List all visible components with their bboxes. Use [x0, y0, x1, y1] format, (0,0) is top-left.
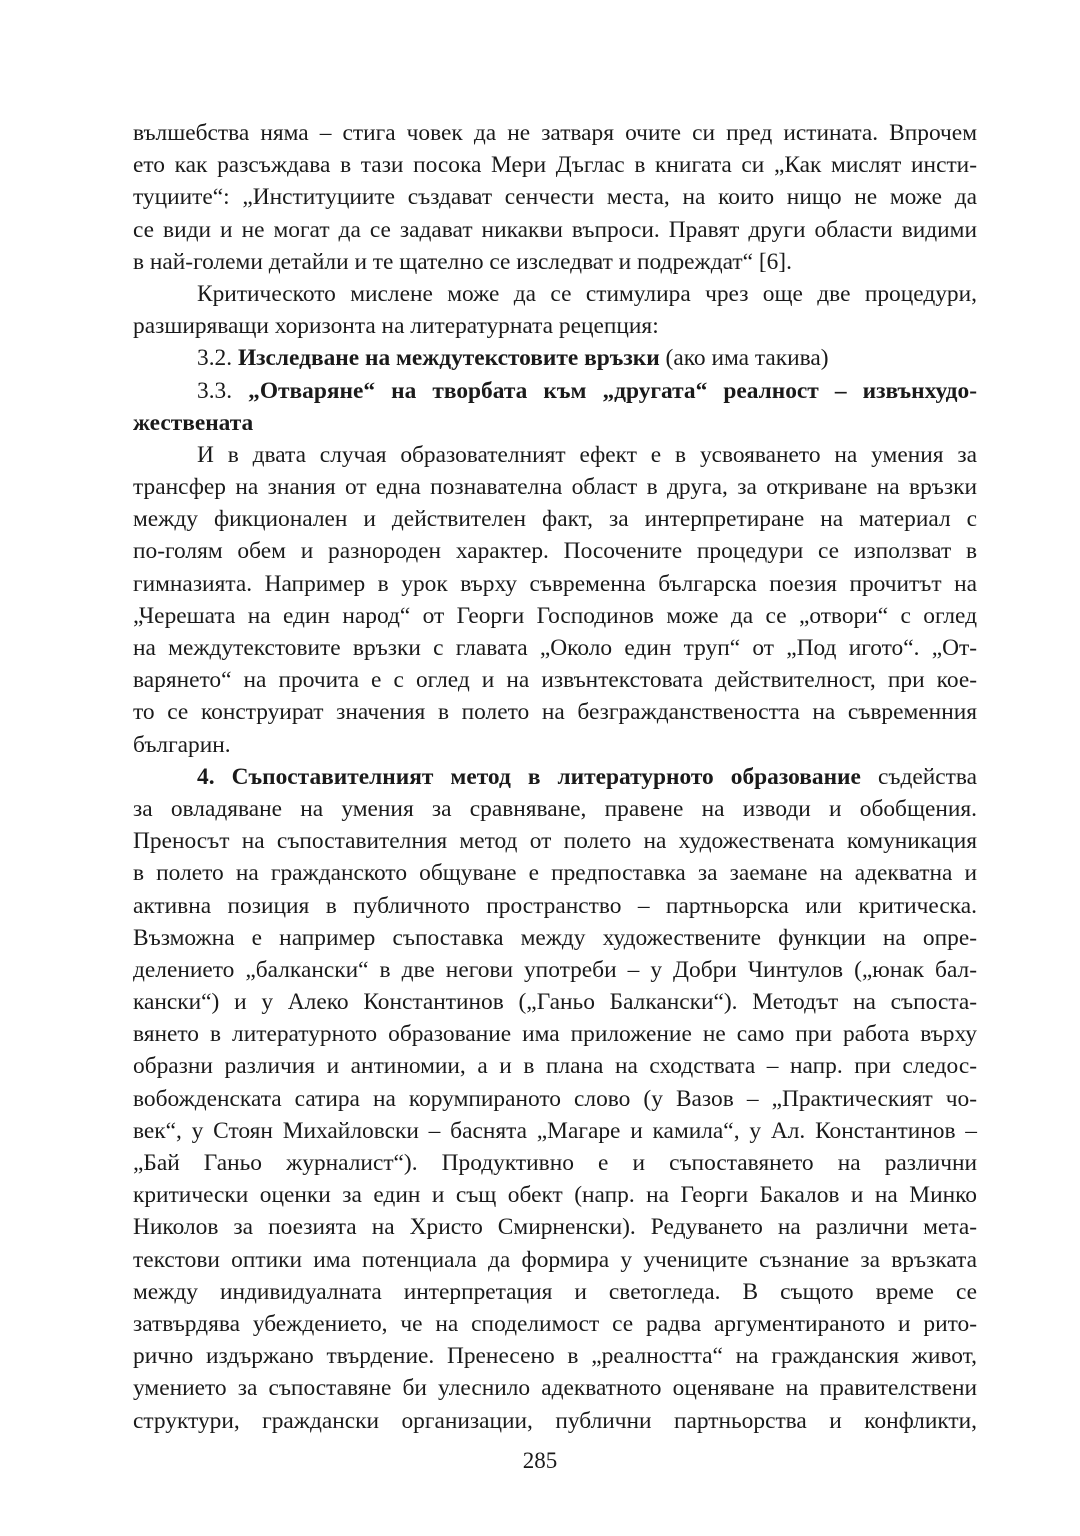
text-line: текстови оптики има потенциала да формира у учениците съзнание за връзката — [133, 1246, 977, 1273]
text-line: Преносът на съпоставителния метод от полето на художествената комуникация — [133, 828, 977, 855]
text-line: по-голям обем и разнороден характер. Посочените процедури се използват в — [133, 538, 977, 565]
section-heading-4 — [133, 761, 977, 793]
text-line: И в двата случая образователният ефект е в усвояването на умения за — [197, 441, 977, 468]
text-line: на междутекстовите връзки с главата „Около един труп“ от „Под игото“. „От- — [133, 635, 977, 661]
heading-title: „Отваряне“ на творбата към „другата“ реалност – извънхудо- — [248, 377, 977, 404]
text-line: то се конструират значения в полето на безгражданствеността на съвременния — [133, 699, 977, 726]
text-line: рично издържано твърдение. Пренесено в „реалността“ на гражданския живот, — [133, 1343, 977, 1370]
text-line: трансфер на знания от една познавателна област в друга, за откриване на връзки — [133, 474, 977, 501]
text-line: „Черешата на един народ“ от Георги Господинов може да се „отвори“ с оглед — [133, 602, 977, 629]
heading-number: 3.2. — [197, 345, 238, 372]
heading-title: Изследване на междутекстовите връзки — [237, 345, 660, 372]
text-line: затвърдява убеждението, че на споделимост се радва аргументираното и рито- — [133, 1310, 977, 1337]
section-heading-3-2 — [133, 342, 977, 374]
heading-note: (ако има такива) — [659, 345, 829, 372]
text-line: критически оценки за един и същ обект (напр. на Георги Бакалов и на Минко — [133, 1182, 977, 1209]
text-line: Критическото мислене може да се стимулира чрез още две процедури, — [197, 280, 977, 307]
text-line: ето как разсъждава в тази посока Мери Дъглас в книгата си „Как мислят инсти- — [133, 152, 977, 179]
text-line: „Бай Ганьо журналист“). Продуктивно е и съпоставянето на различни — [133, 1150, 977, 1176]
section-heading-3-3-cont — [133, 407, 977, 439]
text-line: делението „балкански“ в две негови употреби – у Добри Чинтулов („юнак бал- — [133, 956, 977, 983]
text-line: между индивидуалната интерпретация и светогледа. В същото време се — [133, 1278, 977, 1305]
text-line: се види и не могат да се задават никакви въпроси. Правят други области видими — [133, 216, 977, 243]
text-line: туциите“: „Институциите създават сенчести места, на които нищо не може да — [133, 184, 977, 211]
text-line: вянето в литературното образование има приложение не само при работа върху — [133, 1021, 977, 1048]
text-line: Възможна е например съпоставка между художествените функции на опре- — [133, 924, 977, 951]
text-line: Николов за поезията на Христо Смирненски). Редуването на различни мета- — [133, 1214, 977, 1241]
text-line: умението за съпоставяне би улеснило адекватното оценяване на правителствени — [133, 1375, 977, 1402]
text-line: разширяващи хоризонта на литературната рецепция: — [133, 313, 659, 340]
text-line: вобожденската сатира на корумпираното слово (у Вазов – „Практическият чо- — [133, 1085, 977, 1112]
text-line: образни различия и антиномии, а и в плана на сходствата – напр. при следос- — [133, 1053, 977, 1080]
text-line: за овладяване на умения за сравняване, правене на изводи и обобщения. — [133, 795, 977, 822]
text-line: структури, граждански организации, публични партньорства и конфликти, — [133, 1407, 977, 1434]
heading-continuation: съдейства — [860, 763, 977, 790]
text-line: гимназията. Например в урок върху съвременна българска поезия прочитът на — [133, 570, 977, 597]
text-line: между фикционален и действителен факт, за интерпретиране на материал с — [133, 506, 977, 533]
text-line: вълшебства няма – стига човек да не затваря очите си пред истината. Впрочем — [133, 120, 977, 146]
heading-title: жествената — [133, 409, 254, 436]
heading-number: 3.3. — [197, 377, 249, 404]
page-number: 285 — [522, 1448, 558, 1473]
text-line: кански“) и у Алеко Константинов („Ганьо Балкански“). Методът на съпоста- — [133, 989, 977, 1016]
section-heading-3-3 — [133, 375, 977, 407]
text-line: в най-големи детайли и те щателно се изследват и подреждат“ [6]. — [133, 248, 792, 275]
text-line: век“, у Стоян Михайловски – баснята „Магаре и камила“, у Ал. Константинов – — [133, 1117, 977, 1144]
text-line: българин. — [133, 731, 231, 758]
heading-title: 4. Съпоставителният метод в литературното образование — [197, 763, 861, 790]
text-line: активна позиция в публичното пространство – партньорска или критическа. — [133, 892, 977, 919]
page-body — [133, 117, 977, 1437]
text-line: варянето“ на прочита е с оглед и на извънтекстовата действителност, при кое- — [133, 667, 977, 694]
text-line: в полето на гражданското общуване е предпоставка за заемане на адекватна и — [133, 860, 977, 887]
